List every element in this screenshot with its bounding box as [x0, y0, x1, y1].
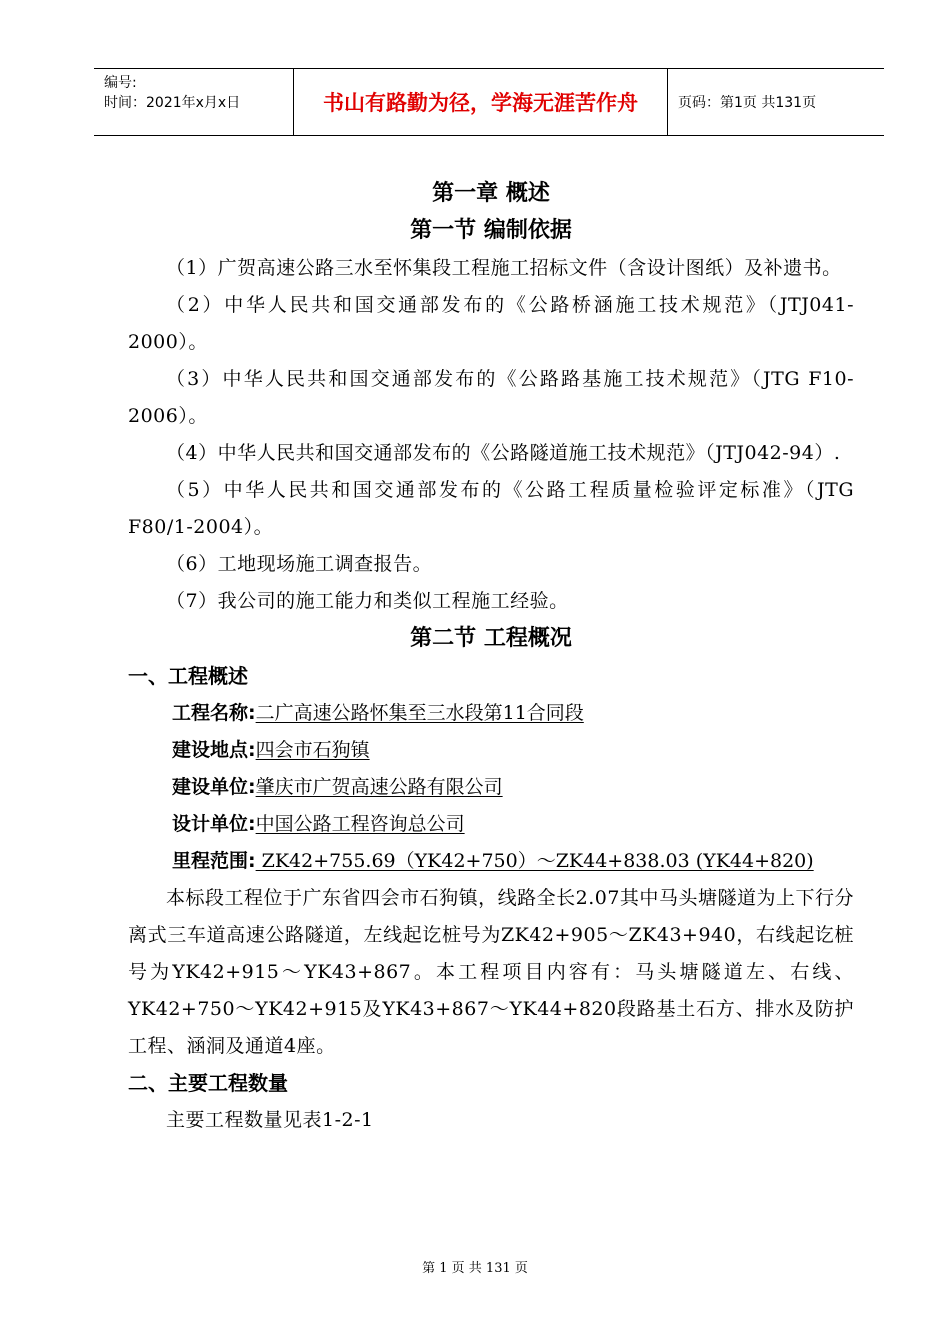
owner-row — [128, 769, 854, 806]
field-value: 二广高速公路怀集至三水段第11合同段 — [255, 702, 584, 724]
field-value: 四会市石狗镇 — [255, 739, 370, 761]
header-motto: 书山有路勤为径，学海无涯苦作舟 — [294, 69, 668, 135]
page-header — [94, 68, 884, 136]
field-label: 设计单位: — [172, 813, 256, 835]
document-body — [128, 176, 854, 1139]
header-page-number: 页码：第1页 共131页 — [678, 95, 817, 111]
designer-row — [128, 806, 854, 843]
project-description: 本标段工程位于广东省四会市石狗镇，线路全长2.07其中马头塘隧道为上下行分离式三车道高速公路隧道，左线起讫桩号为ZK42+905～ZK43+940，右线起讫桩号为YK42+915～YK43+867。本工程项目内容有：马头塘隧道左、右线、YK42+750～YK42+915及YK43+867～YK44+820段路基土石方、排水及防护工程、涵洞及通道4座。 — [128, 887, 854, 1057]
field-label: 建设单位: — [172, 776, 256, 798]
project-name-row — [128, 695, 854, 732]
location-row — [128, 732, 854, 769]
header-meta — [94, 69, 294, 135]
chapter-title: 第一章 概述 — [432, 181, 550, 206]
basis-item: （4）中华人民共和国交通部发布的《公路隧道施工技术规范》（JTJ042-94）. — [166, 442, 841, 464]
basis-item: （6）工地现场施工调查报告。 — [166, 553, 433, 575]
header-time: 时间：2021年x月x日 — [104, 95, 241, 111]
basis-item: （2）中华人民共和国交通部发布的《公路桥涵施工技术规范》（JTJ041-2000）。 — [128, 294, 854, 353]
basis-item: （3）中华人民共和国交通部发布的《公路路基施工技术规范》（JTG F10-2006）。 — [128, 368, 854, 427]
section-title-basis: 第一节 编制依据 — [410, 218, 572, 243]
basis-item: （7）我公司的施工能力和类似工程施工经验。 — [166, 590, 569, 612]
mileage-row — [128, 843, 854, 880]
subsection-title-quantities: 二、主要工程数量 — [128, 1071, 288, 1095]
basis-item: （5）中华人民共和国交通部发布的《公路工程质量检验评定标准》（JTG F80/1-2004）。 — [128, 479, 854, 538]
table-reference: 主要工程数量见表1-2-1 — [166, 1109, 374, 1131]
section-title-overview: 第二节 工程概况 — [410, 626, 572, 651]
page-footer: 第 1 页 共 131 页 — [422, 1261, 528, 1276]
serial-number: 编号: — [104, 75, 137, 91]
subsection-title-overview: 一、工程概述 — [128, 664, 248, 688]
field-value: 中国公路工程咨询总公司 — [255, 813, 465, 835]
field-label: 建设地点: — [172, 739, 256, 761]
field-label: 里程范围: — [172, 850, 256, 872]
basis-item: （1）广贺高速公路三水至怀集段工程施工招标文件（含设计图纸）及补遗书。 — [166, 257, 842, 279]
field-label: 工程名称: — [172, 702, 256, 724]
field-value: 肇庆市广贺高速公路有限公司 — [255, 776, 503, 798]
field-value: ZK42+755.69（YK42+750）～ZK44+838.03 (YK44+820) — [255, 850, 814, 872]
